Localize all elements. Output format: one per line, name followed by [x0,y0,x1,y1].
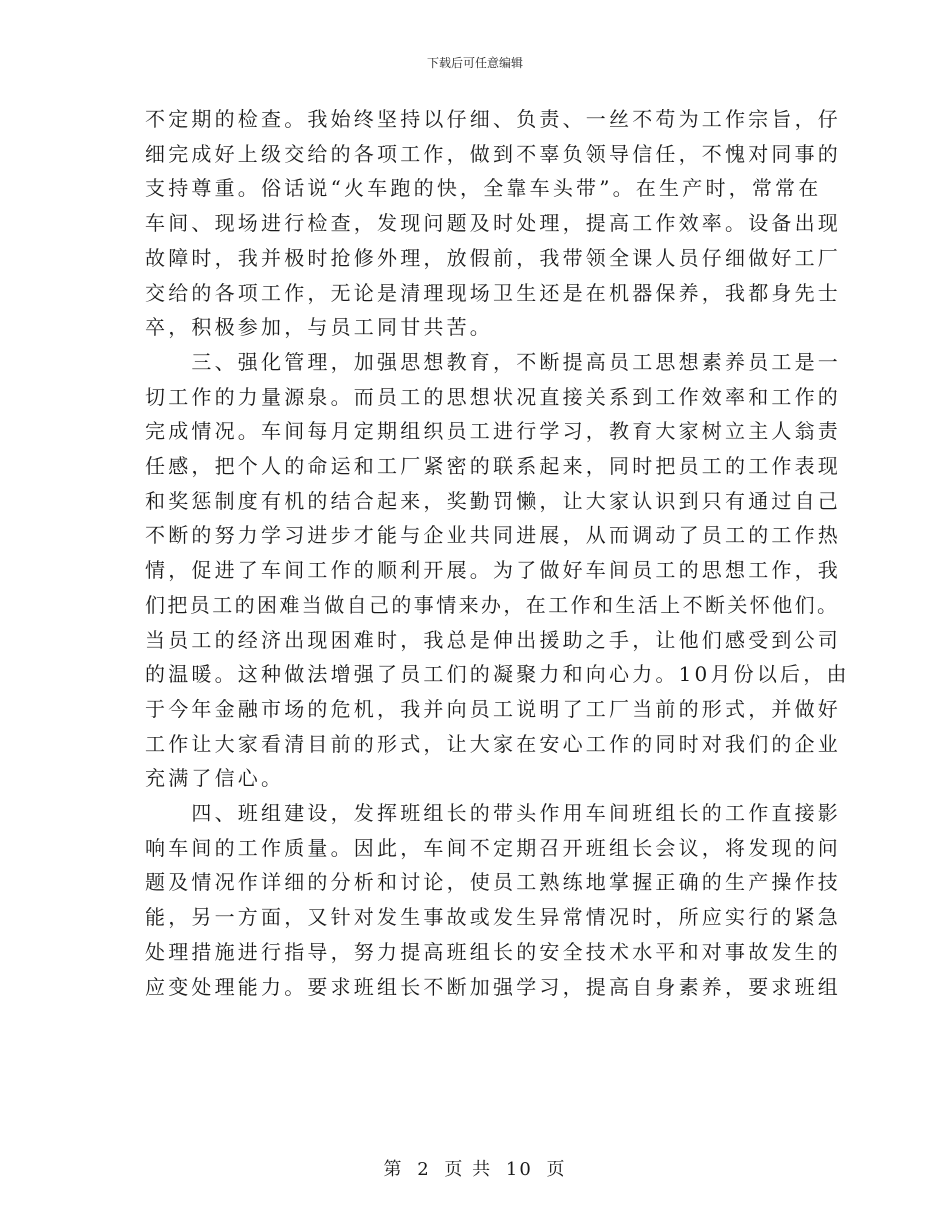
text-line: 处理措施进行指导，努力提高班组长的安全技术水平和对事故发生的 [145,939,841,964]
text-line: 于今年金融市场的危机，我并向员工说明了工厂当前的形式，并做好 [145,696,841,721]
text-line: 题及情况作详细的分析和讨论，使员工熟练地掌握正确的生产操作技 [145,870,841,895]
text-line: 应变处理能力。要求班组长不断加强学习，提高自身素养，要求班组 [145,974,841,999]
text-line: 不定期的检查。我始终坚持以仔细、负责、一丝不苟为工作宗旨，仔 [145,107,841,131]
paragraph-1 [145,102,841,345]
text-line: 交给的各项工作，无论是清理现场卫生还是在机器保养，我都身先士 [145,280,841,305]
text-line: 和奖惩制度有机的结合起来，奖勤罚懒，让大家认识到只有通过自己 [145,488,841,513]
text-line: 情，促进了车间工作的顺利开展。为了做好车间员工的思想工作，我 [145,558,841,583]
text-line: 故障时，我并极时抢修外理，放假前，我带领全课人员仔细做好工厂 [145,245,841,270]
footer-prefix: 第 [383,1159,404,1180]
text-line: 支持尊重。俗话说“火车跑的快，全靠车头带”。在生产时，常常在 [145,176,822,201]
footer-suffix: 页 [546,1159,567,1180]
footer-middle: 页 共 [444,1159,493,1180]
page-number: 2 [417,1159,431,1180]
text-line: 三、强化管理，加强思想教育，不断提高员工思想素养员工是一 [145,349,841,374]
page-header: 下载后可任意编辑 [426,56,523,70]
text-line: 细完成好上级交给的各项工作，做到不辜负领导信任，不愧对同事的 [145,141,841,166]
text-line: 切工作的力量源泉。而员工的思想状况直接关系到工作效率和工作的 [145,384,841,409]
text-line: 工作让大家看清目前的形式，让大家在安心工作的同时对我们的企业 [145,731,841,756]
paragraph-3 [145,796,841,1004]
paragraph-2 [145,345,850,796]
text-line: 当员工的经济出现困难时，我总是伸出援助之手，让他们感受到公司 [145,627,841,652]
total-pages: 10 [505,1159,533,1180]
text-line: 完成情况。车间每月定期组织员工进行学习，教育大家树立主人翁责 [145,419,841,444]
text-line: 任感，把个人的命运和工厂紧密的联系起来，同时把员工的工作表现 [145,454,841,479]
text-line: 充满了信心。 [145,766,285,791]
text-line: 四、班组建设，发挥班组长的带头作用车间班组长的工作直接影 [145,801,841,826]
text-line: 不断的努力学习进步才能与企业共同进展，从而调动了员工的工作热 [145,523,841,548]
page-footer [0,1155,950,1181]
text-line: 能，另一方面，又针对发生事故或发生异常情况时，所应实行的紧急 [145,905,841,930]
text-line: 们把员工的困难当做自己的事情来办，在工作和生活上不断关怀他们。 [145,592,840,617]
text-line: 车间、现场进行检查，发现问题及时处理，提高工作效率。设备出现 [145,211,841,236]
text-line: 卒，积极参加，与员工同甘共苦。 [145,315,493,340]
text-line: 的温暖。这种做法增强了员工们的凝聚力和向心力。10月份以后，由 [145,662,850,687]
document-body [145,102,850,1004]
text-line: 响车间的工作质量。因此，车间不定期召开班组长会议，将发现的问 [145,835,841,860]
